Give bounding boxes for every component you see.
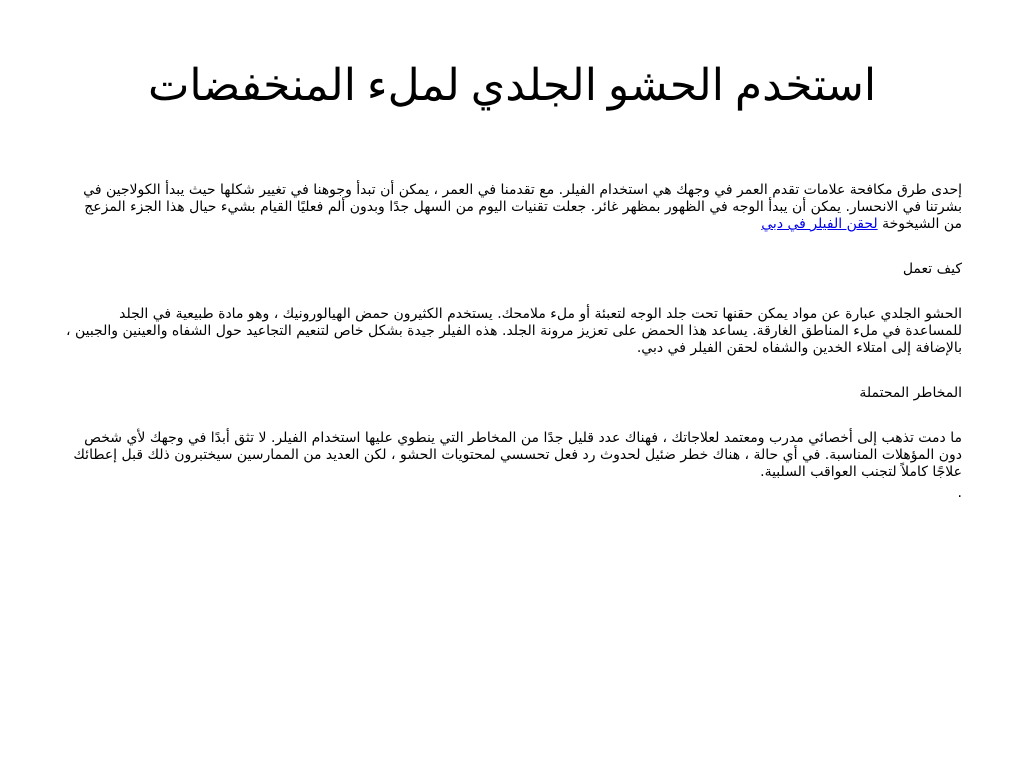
intro-paragraph (62, 182, 962, 233)
risks-paragraph: ما دمت تذهب إلى أخصائي مدرب ومعتمد لعلاجاتك ، فهناك عدد قليل جدًا من المخاطر التي ينطوي عليها استخدام الفيلر. لا تثق أبدًا في وجهك لأي شخص دون المؤهلات المناسبة. في أي حالة ، هناك خطر ضئيل لحدوث رد فعل تحسسي لمحتويات الحشو ، لكن العديد من الممارسين سيختبرون ذلك قبل إعطائك علاجًا كاملاً لتجنب العواقب السلبية. (73, 430, 962, 480)
spacer (62, 278, 962, 306)
spacer (62, 402, 962, 430)
trailing-dot: . (957, 485, 962, 501)
spacer (62, 357, 962, 385)
heading-how-it-works: كيف تعمل (902, 261, 962, 277)
spacer (62, 233, 962, 261)
filler-dubai-link[interactable]: لحقن الفيلر في دبي (761, 216, 878, 232)
how-it-works-paragraph: الحشو الجلدي عبارة عن مواد يمكن حقنها تحت جلد الوجه لتعبئة أو ملء ملامحك. يستخدم الكثيرون حمض الهيالورونيك ، وهو مادة طبيعية في الجلد للمساعدة في ملء المناطق الغارقة. يساعد هذا الحمض على تعزيز مرونة الجلد. هذه الفيلر جيدة بشكل خاص لتنعيم التجاعيد حول الشفاه والعينين والجبين ، بالإضافة إلى امتلاء الخدين والشفاه لحقن الفيلر في دبي. (65, 306, 962, 356)
slide-content (62, 182, 962, 502)
slide-title: استخدم الحشو الجلدي لملء المنخفضات (147, 61, 877, 110)
intro-text: إحدى طرق مكافحة علامات تقدم العمر في وجهك هي استخدام الفيلر. مع تقدمنا في العمر ، يمكن أن تبدأ وجوهنا في تغيير شكلها حيث يبدأ الكولاجين في بشرتنا في الانحسار. يمكن أن يبدأ الوجه في الظهور بمظهر غائر. جعلت تقنيات اليوم من السهل جدًا وبدون ألم فعليًا القيام بشيء حيال هذا الجزء المزعج من الشيخوخة (83, 182, 962, 232)
heading-potential-risks: المخاطر المحتملة (859, 385, 962, 401)
